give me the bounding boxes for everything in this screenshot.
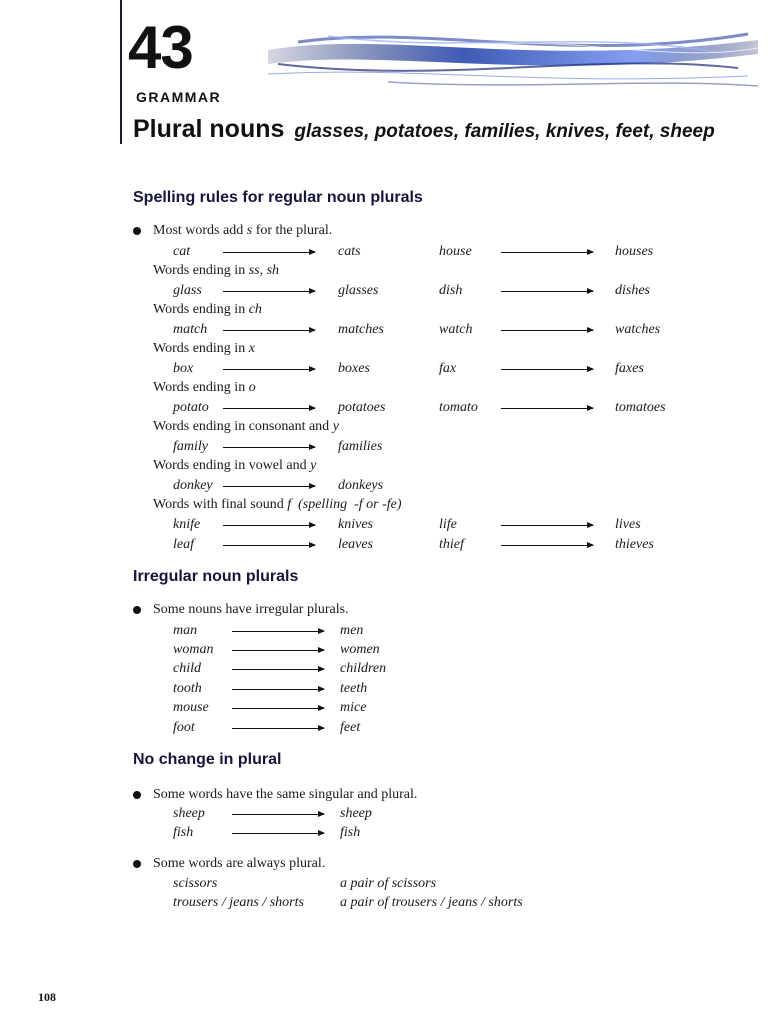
word-singular: box: [173, 361, 194, 376]
unit-category: GRAMMAR: [136, 89, 222, 105]
page-title: [133, 115, 715, 144]
bullet-text: Some words are always plural.: [153, 856, 326, 871]
word-singular: child: [173, 661, 201, 676]
word-plural: potatoes: [338, 400, 386, 415]
word-plural: leaves: [338, 537, 373, 552]
word-singular: woman: [173, 642, 214, 657]
arrow-icon: [501, 330, 593, 331]
header-rule: [120, 0, 122, 144]
word-plural: families: [338, 439, 383, 454]
word-plural: donkeys: [338, 478, 384, 493]
section-heading-irregular: Irregular noun plurals: [133, 568, 299, 585]
arrow-icon: [223, 486, 315, 487]
word-noun: trousers / jeans / shorts: [173, 895, 304, 910]
arrow-icon: [223, 330, 315, 331]
word-singular: cat: [173, 244, 191, 259]
section-heading-spelling: Spelling rules for regular noun plurals: [133, 189, 423, 206]
rule-ss-sh: Words ending in ss, sh: [153, 263, 280, 278]
word-plural: glasses: [338, 283, 379, 298]
word-plural: women: [340, 642, 380, 657]
arrow-icon: [232, 708, 324, 709]
arrow-icon: [232, 650, 324, 651]
word-singular: sheep: [173, 806, 205, 821]
word-pair-of: a pair of scissors: [340, 876, 437, 891]
bullet-dot: [133, 227, 141, 235]
word-plural: houses: [615, 244, 654, 259]
arrow-icon: [223, 525, 315, 526]
rule-vowel-y: Words ending in vowel and y: [153, 458, 317, 473]
word-singular: house: [439, 244, 472, 259]
word-singular: man: [173, 623, 198, 638]
word-singular: potato: [173, 400, 209, 415]
rule-f-fe: Words with final sound f (spelling -f or -fe): [153, 497, 402, 512]
word-singular: fish: [173, 825, 194, 840]
title-subtitle: glasses, potatoes, families, knives, feet, sheep: [294, 121, 715, 142]
word-plural: watches: [615, 322, 661, 337]
arrow-icon: [223, 408, 315, 409]
rule-x: Words ending in x: [153, 341, 255, 356]
word-plural: thieves: [615, 537, 654, 552]
word-plural: teeth: [340, 681, 368, 696]
word-singular: mouse: [173, 700, 209, 715]
word-singular: leaf: [173, 537, 194, 552]
word-plural: cats: [338, 244, 361, 259]
arrow-icon: [232, 728, 324, 729]
word-singular: family: [173, 439, 208, 454]
title-main: Plural nouns: [133, 115, 285, 143]
word-noun: scissors: [173, 876, 218, 891]
arrow-icon: [223, 447, 315, 448]
arrow-icon: [223, 291, 315, 292]
word-singular: match: [173, 322, 208, 337]
arrow-icon: [223, 252, 315, 253]
word-singular: tomato: [439, 400, 478, 415]
bullet-text: Most words add s for the plural.: [153, 223, 333, 238]
word-singular: tooth: [173, 681, 202, 696]
word-singular: life: [439, 517, 457, 532]
arrow-icon: [232, 814, 324, 815]
rule-consonant-y: Words ending in consonant and y: [153, 419, 339, 434]
arrow-icon: [501, 369, 593, 370]
arrow-icon: [223, 545, 315, 546]
bullet-dot: [133, 791, 141, 799]
word-plural: tomatoes: [615, 400, 666, 415]
word-singular: watch: [439, 322, 473, 337]
arrow-icon: [232, 631, 324, 632]
bullet-text: Some words have the same singular and plural.: [153, 787, 418, 802]
word-plural: mice: [340, 700, 367, 715]
word-singular: glass: [173, 283, 202, 298]
arrow-icon: [232, 689, 324, 690]
word-plural: boxes: [338, 361, 370, 376]
word-plural: sheep: [340, 806, 372, 821]
word-singular: fax: [439, 361, 457, 376]
section-heading-no-change: No change in plural: [133, 751, 282, 768]
word-plural: dishes: [615, 283, 650, 298]
word-plural: lives: [615, 517, 641, 532]
header-swoosh-graphic: [268, 24, 758, 94]
arrow-icon: [501, 291, 593, 292]
word-singular: foot: [173, 720, 195, 735]
arrow-icon: [232, 669, 324, 670]
word-singular: donkey: [173, 478, 213, 493]
word-singular: dish: [439, 283, 463, 298]
arrow-icon: [501, 545, 593, 546]
word-singular: thief: [439, 537, 464, 552]
word-plural: fish: [340, 825, 361, 840]
arrow-icon: [223, 369, 315, 370]
word-plural: feet: [340, 720, 361, 735]
bullet-dot: [133, 860, 141, 868]
word-plural: faxes: [615, 361, 644, 376]
arrow-icon: [501, 252, 593, 253]
page-number: 108: [38, 990, 56, 1004]
bullet-text: Some nouns have irregular plurals.: [153, 602, 349, 617]
word-plural: men: [340, 623, 364, 638]
rule-ch: Words ending in ch: [153, 302, 262, 317]
word-plural: knives: [338, 517, 373, 532]
arrow-icon: [501, 525, 593, 526]
word-pair-of: a pair of trousers / jeans / shorts: [340, 895, 523, 910]
unit-number: 43: [128, 14, 193, 81]
bullet-dot: [133, 606, 141, 614]
word-plural: matches: [338, 322, 384, 337]
word-plural: children: [340, 661, 387, 676]
arrow-icon: [501, 408, 593, 409]
arrow-icon: [232, 833, 324, 834]
rule-o: Words ending in o: [153, 380, 256, 395]
word-singular: knife: [173, 517, 201, 532]
